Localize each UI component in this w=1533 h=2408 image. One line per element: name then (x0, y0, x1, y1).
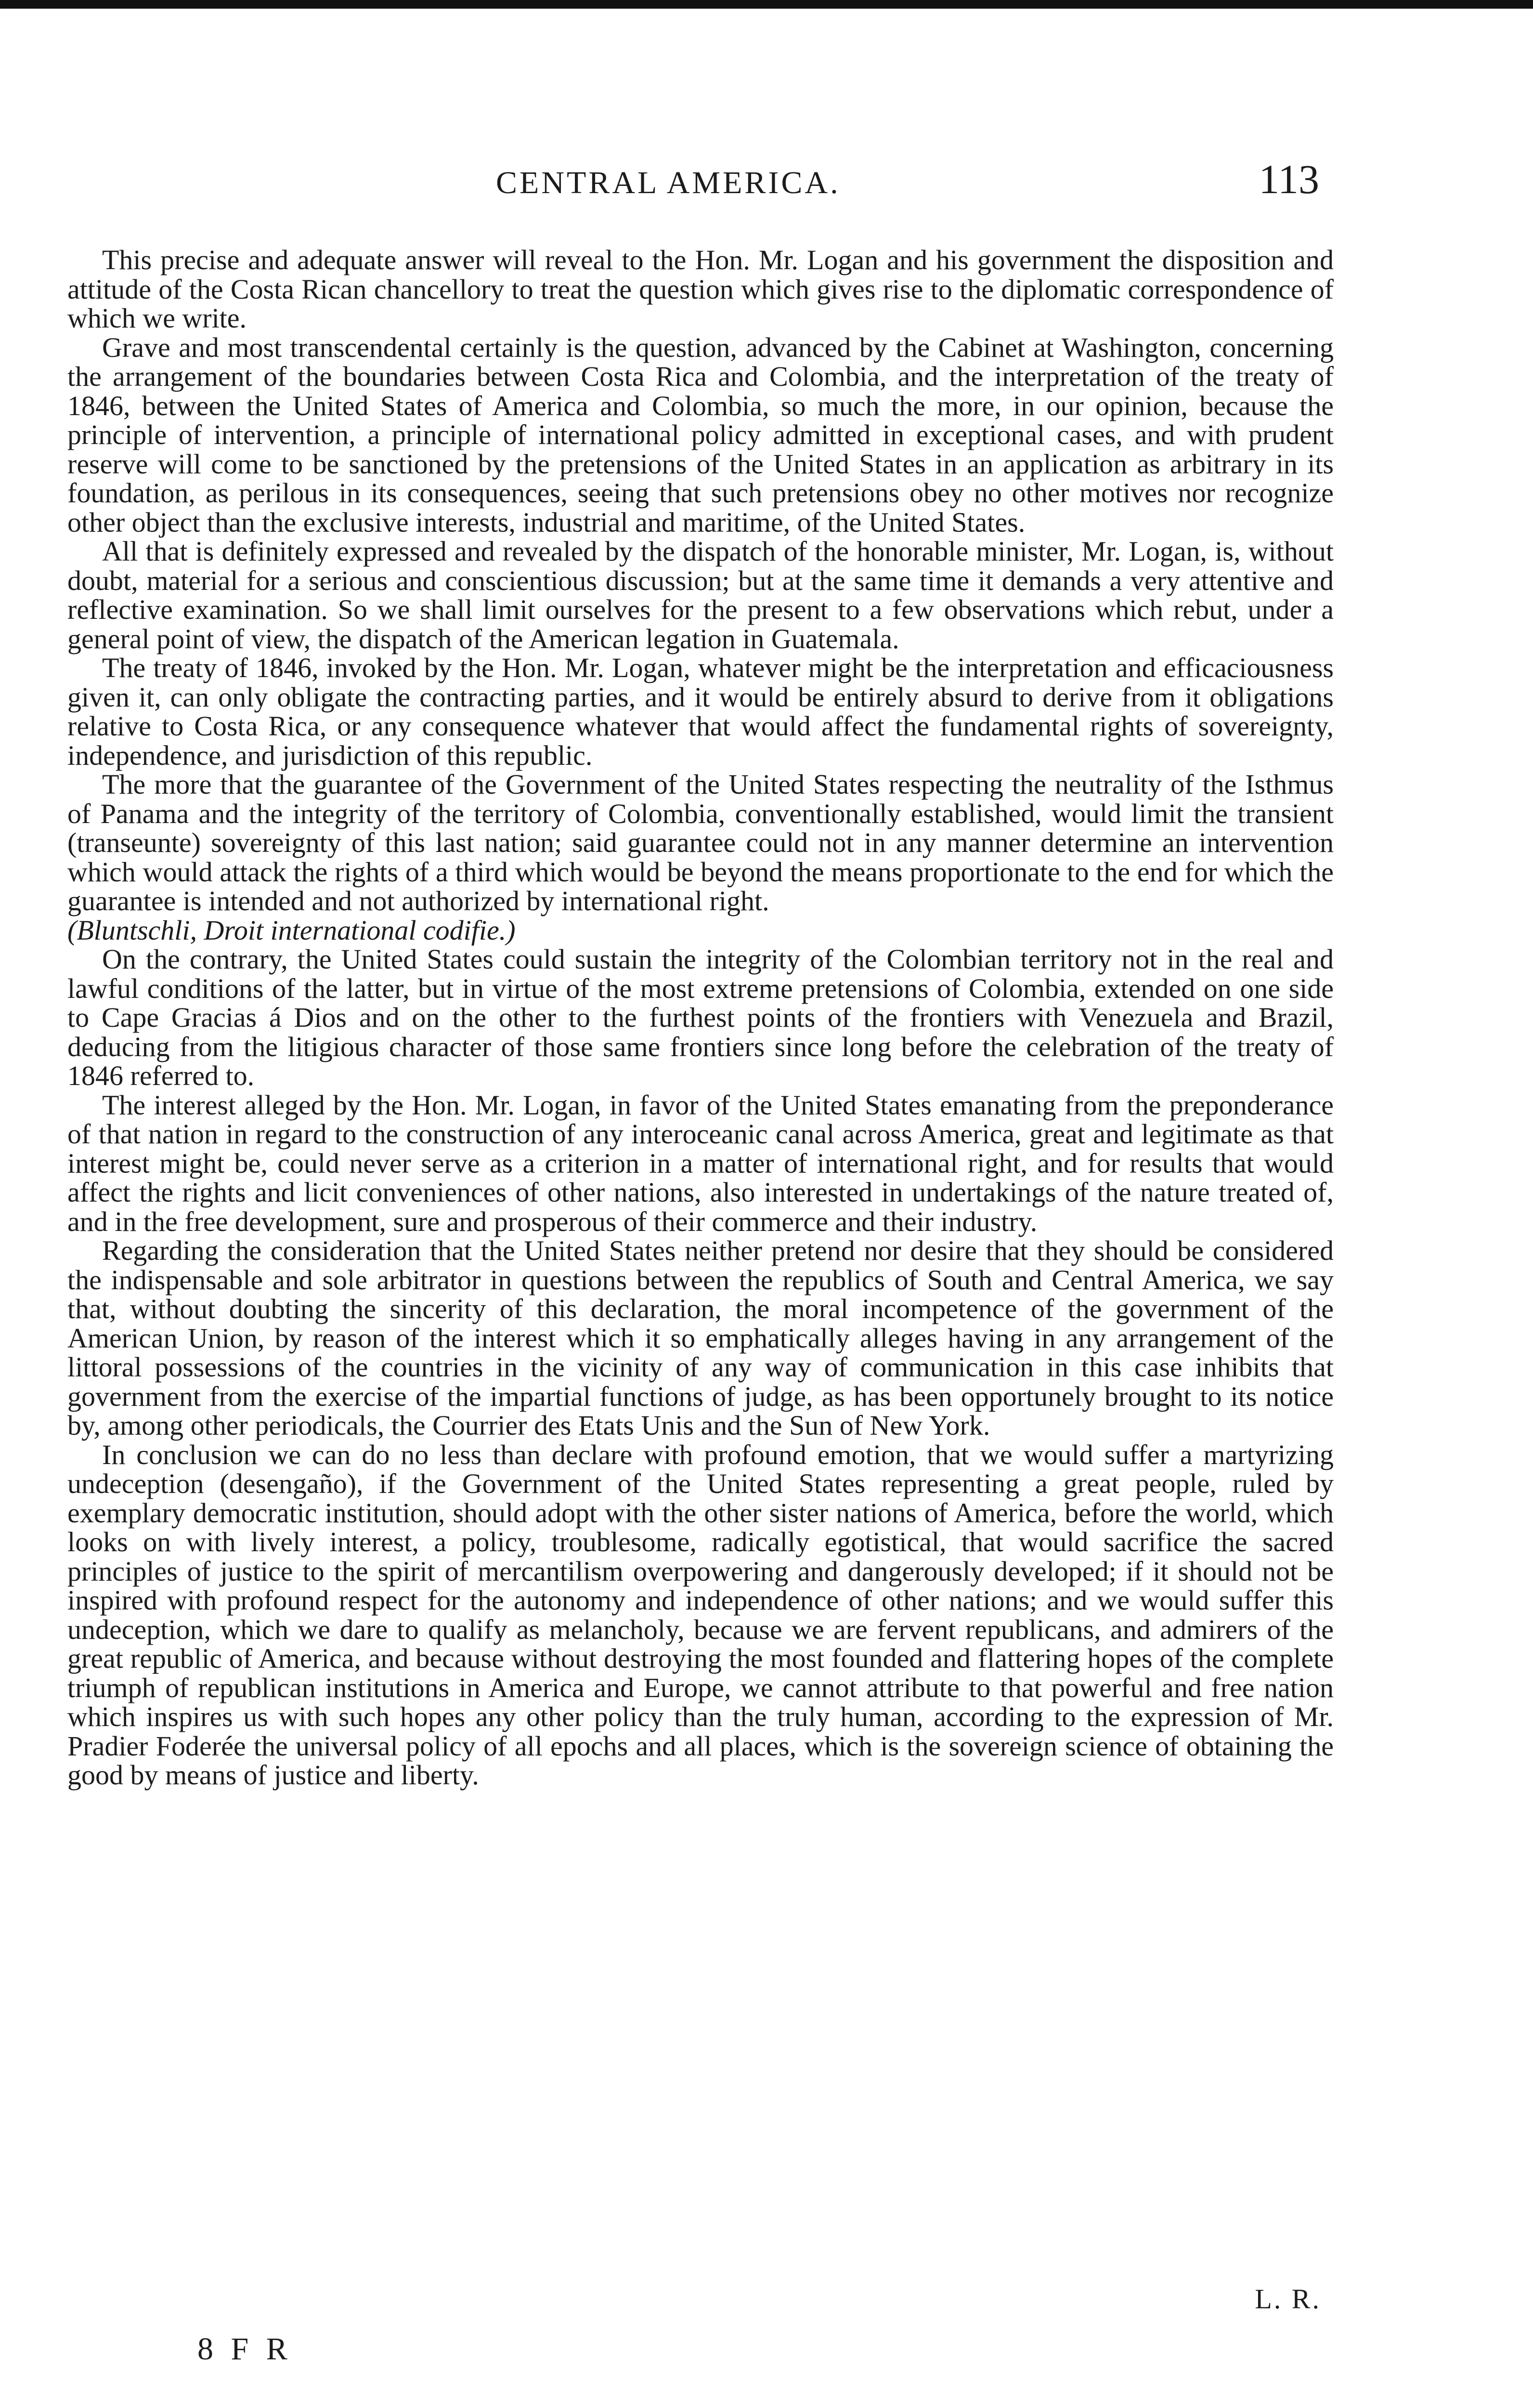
paragraph: In conclusion we can do no less than declare with profound emotion, that we would suffer a martyrizing undeception (desengaño), if the Government of the United States representing a great people, ruled by exemplary democratic institution, should adopt with the other sister nations of America, before the world, which looks on with lively interest, a policy, troublesome, radically egotistical, that would sacrifice the sacred principles of justice to the spirit of mercantilism overpowering and dangerously developed; if it should not be inspired with profound respect for the autonomy and independence of other nations; and we would suffer this undeception, which we dare to qualify as melancholy, because we are fervent republicans, and admirers of the great republic of America, and because without destroying the most founded and flattering hopes of the complete triumph of republican institutions in America and Europe, we cannot attribute to that powerful and free nation which inspires us with such hopes any other policy than the truly human, according to the expression of Mr. Pradier Foderée the universal policy of all epochs and all places, which is the sovereign science of obtaining the good by means of justice and liberty. (67, 1439, 1334, 1791)
paragraph: Regarding the consideration that the United States neither pretend nor desire that they should be considered the indispensable and sole arbitrator in questions between the republics of South and Central America, we say that, without doubting the sincerity of this declaration, the moral incompetence of the government of the American Union, by reason of the interest which it so emphatically alleges having in any arrangement of the littoral possessions of the countries in the vicinity of any way of communication in this case inhibits that government from the exercise of the impartial functions of judge, as has been opportunely brought to its notice by, among other periodicals, the Courrier des Etats Unis and the Sun of New York. (67, 1235, 1334, 1441)
running-head: CENTRAL AMERICA. (496, 165, 841, 200)
signature-mark: 8 F R (197, 2331, 292, 2367)
paragraph: The treaty of 1846, invoked by the Hon. Mr. Logan, whatever might be the interpretation and efficaciousness given it, can only obligate the contracting parties, and it would be entirely absurd to derive from it obligations relative to Costa Rica, or any consequence whatever that would affect the fundamental rights of sovereignty, independence, and jurisdiction of this republic. (67, 652, 1334, 771)
paragraph: This precise and adequate answer will reveal to the Hon. Mr. Logan and his government the disposition and attitude of the Costa Rican chancellory to treat the question which gives rise to the diplomatic correspondence of which we write. (67, 244, 1334, 334)
top-border-rule (0, 0, 1533, 9)
paragraph: The more that the guarantee of the Government of the United States respecting the neutrality of the Isthmus of Panama and the integrity of the territory of Colombia, conventionally established, would limit the transient (transeunte) sovereignty of this last nation; said guarantee could not in any manner determine an intervention which would attack the rights of a third which would be beyond the means proportionate to the end for which the guarantee is intended and not authorized by international right. (67, 769, 1334, 916)
page-number: 113 (1259, 156, 1319, 202)
citation: (Bluntschli, Droit international codifie.) (67, 914, 516, 946)
paragraph: All that is definitely expressed and revealed by the dispatch of the honorable minister, Mr. Logan, is, without doubt, material for a serious and conscientious discussion; but at the same time it demands a very attentive and reflective examination. So we shall limit ourselves for the present to a few observations which rebut, under a general point of view, the dispatch of the American legation in Guatemala. (67, 536, 1334, 654)
page-header (72, 156, 1324, 212)
body-text (67, 246, 1334, 1790)
paragraph: Grave and most transcendental certainly is the question, advanced by the Cabinet at Washington, concerning the arrangement of the boundaries between Costa Rica and Colombia, and the interpretation of the treaty of 1846, between the United States of America and Colombia, so much the more, in our opinion, because the principle of intervention, a principle of international policy admitted in exceptional cases, and with prudent reserve will come to be sanctioned by the pretensions of the United States in an application as arbitrary in its foundation, as perilous in its consequences, seeing that such pretensions obey no other motives nor recognize other object than the exclusive interests, industrial and maritime, of the United States. (67, 331, 1334, 538)
paragraph: On the contrary, the United States could sustain the integrity of the Colombian territory not in the real and lawful conditions of the latter, but in virtue of the most extreme pretensions of Colombia, extended on one side to Cape Gracias á Dios and on the other to the furthest points of the frontiers with Venezuela and Brazil, deducing from the litigious character of those same frontiers since long before the celebration of the treaty of 1846 referred to. (67, 943, 1334, 1091)
signature: L. R. (1255, 2283, 1321, 2315)
paragraph: The interest alleged by the Hon. Mr. Logan, in favor of the United States emanating from the preponderance of that nation in regard to the construction of any interoceanic canal across America, great and legitimate as that interest might be, could never serve as a criterion in a matter of international right, and for results that would affect the rights and licit conveniences of other nations, also interested in undertakings of the nature treated of, and in the free development, sure and prosperous of their commerce and their industry. (67, 1089, 1334, 1237)
